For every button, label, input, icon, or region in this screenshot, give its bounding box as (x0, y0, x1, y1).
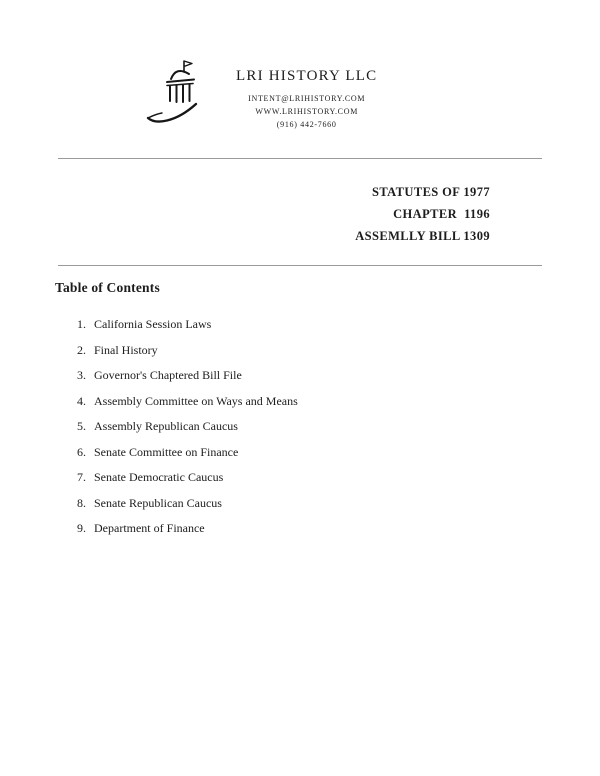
capitol-sketch-logo (140, 56, 208, 136)
divider-top (58, 158, 542, 159)
toc-item (55, 317, 600, 331)
toc-item-number: 1. (77, 317, 86, 331)
toc-item-label: Senate Republican Caucus (94, 495, 222, 510)
company-block (236, 56, 377, 131)
contact-website: WWW.LRIHISTORY.COM (255, 107, 359, 116)
contact-email: INTENT@LRIHISTORY.COM (248, 94, 366, 103)
chapter-line: CHAPTER 1196 (393, 207, 490, 221)
toc-item-label: Governor's Chaptered Bill File (94, 368, 242, 382)
divider-middle (58, 265, 542, 266)
toc-item (55, 419, 600, 433)
toc-item-label: Department of Finance (94, 521, 205, 535)
company-name: LRI HISTORY LLC (236, 68, 378, 84)
toc-item-label: Assembly Committee on Ways and Means (94, 393, 298, 408)
toc-item (55, 470, 600, 484)
toc-item-number: 7. (77, 470, 86, 484)
toc-item (55, 343, 600, 357)
contact-phone: (916) 442-7660 (276, 120, 337, 129)
toc-item-label: Senate Democratic Caucus (94, 470, 224, 484)
toc-item-label: Assembly Republican Caucus (94, 419, 238, 433)
toc-title: Table of Contents (55, 280, 160, 295)
toc-item (55, 445, 600, 459)
toc-item-label: Senate Committee on Finance (94, 444, 239, 459)
toc-item-number: 8. (77, 495, 86, 510)
toc-item-number: 4. (77, 393, 86, 408)
toc-item-number: 3. (77, 368, 86, 382)
assembly-bill-line: ASSEMLLY BILL 1309 (355, 229, 490, 243)
toc-item-number: 2. (77, 342, 86, 357)
table-of-contents (55, 280, 600, 535)
toc-item-number: 9. (77, 521, 86, 535)
toc-item-number: 6. (77, 444, 86, 459)
toc-item (55, 496, 600, 510)
toc-item-label: California Session Laws (94, 317, 212, 331)
toc-item (55, 368, 600, 382)
letterhead (0, 0, 600, 136)
toc-item (55, 394, 600, 408)
toc-item-label: Final History (94, 342, 158, 357)
toc-item-number: 5. (77, 419, 86, 433)
bill-reference-block (0, 181, 490, 247)
statutes-line: STATUTES OF 1977 (372, 185, 490, 199)
toc-item (55, 521, 600, 535)
